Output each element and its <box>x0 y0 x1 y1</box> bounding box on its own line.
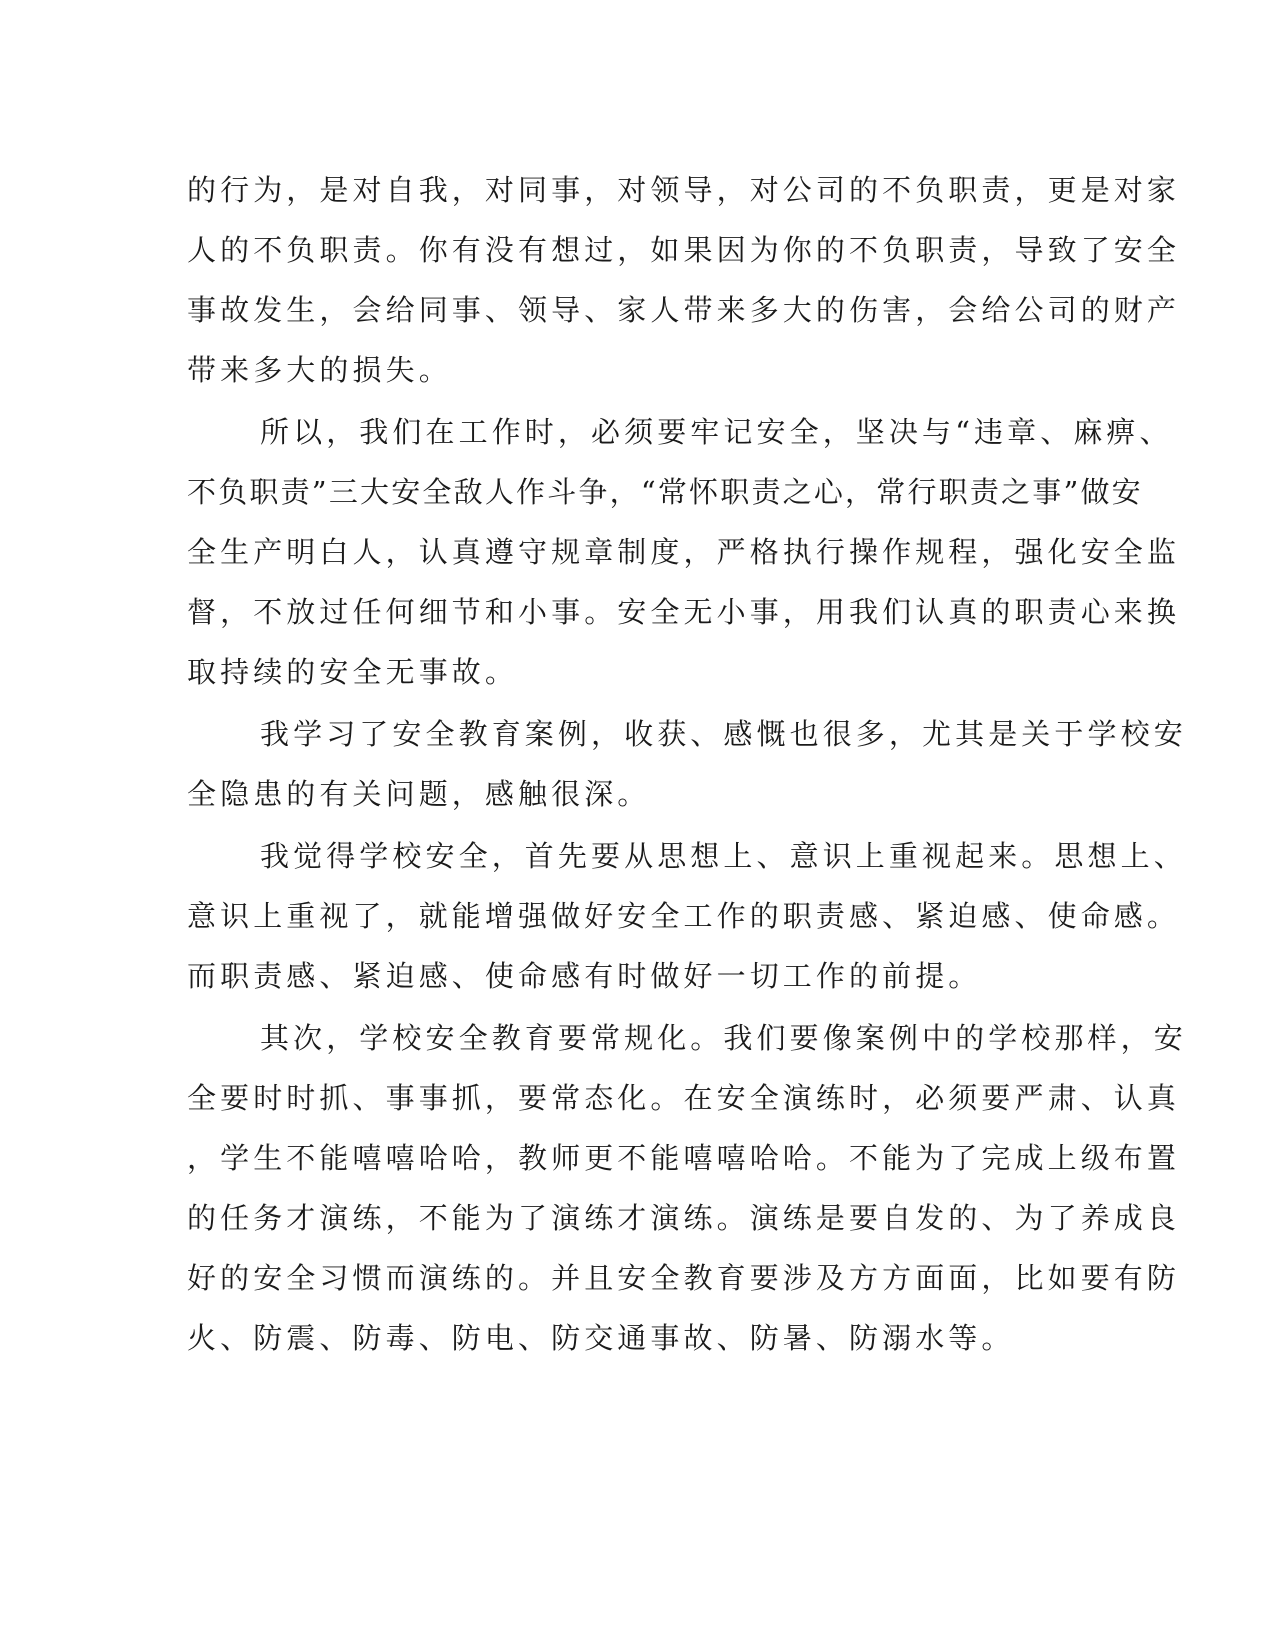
document-body <box>187 160 1187 1368</box>
paragraph-2-line-5: 取持续的安全无事故。 <box>187 655 519 689</box>
paragraph-5-line-4: 的任务才演练，不能为了演练才演练。演练是要自发的、为了养成良 <box>187 1201 1181 1235</box>
paragraph-2-line-3: 全生产明白人，认真遵守规章制度，严格执行操作规程，强化安全监 <box>187 535 1181 569</box>
paragraph-1-line-3: 事故发生，会给同事、领导、家人带来多大的伤害，会给公司的财产 <box>187 293 1181 327</box>
paragraph-5-line-5: 好的安全习惯而演练的。并且安全教育要涉及方方面面，比如要有防 <box>187 1261 1181 1295</box>
paragraph-4-line-2: 意识上重视了，就能增强做好安全工作的职责感、紧迫感、使命感。 <box>187 899 1181 933</box>
paragraph-2-line-2: 不负职责”三大安全敌人作斗争，“常怀职责之心，常行职责之事”做安 <box>187 475 1143 509</box>
paragraph-1-line-4: 带来多大的损失。 <box>187 353 452 387</box>
paragraph-4-line-3: 而职责感、紧迫感、使命感有时做好一切工作的前提。 <box>187 959 982 993</box>
paragraph-2-line-4: 督，不放过任何细节和小事。安全无小事，用我们认真的职责心来换 <box>187 595 1181 629</box>
paragraph-5-line-1: 其次，学校安全教育要常规化。我们要像案例中的学校那样，安 <box>260 1021 1187 1055</box>
paragraph-5-line-3: ，学生不能嘻嘻哈哈，教师更不能嘻嘻哈哈。不能为了完成上级布置 <box>187 1141 1181 1175</box>
paragraph-5-line-6: 火、防震、防毒、防电、防交通事故、防暑、防溺水等。 <box>187 1321 1015 1355</box>
paragraph-4-line-1: 我觉得学校安全，首先要从思想上、意识上重视起来。思想上、 <box>260 839 1187 873</box>
paragraph-3-line-2: 全隐患的有关问题，感触很深。 <box>187 777 651 811</box>
paragraph-3-line-1: 我学习了安全教育案例，收获、感慨也很多，尤其是关于学校安 <box>260 717 1187 751</box>
paragraph-1-line-2: 人的不负职责。你有没有想过，如果因为你的不负职责，导致了安全 <box>187 233 1181 267</box>
paragraph-5-line-2: 全要时时抓、事事抓，要常态化。在安全演练时，必须要严肃、认真 <box>187 1081 1181 1115</box>
paragraph-1-line-1: 的行为，是对自我，对同事，对领导，对公司的不负职责，更是对家 <box>187 173 1181 207</box>
paragraph-2-line-1: 所以，我们在工作时，必须要牢记安全，坚决与“违章、麻痹、 <box>260 415 1173 449</box>
